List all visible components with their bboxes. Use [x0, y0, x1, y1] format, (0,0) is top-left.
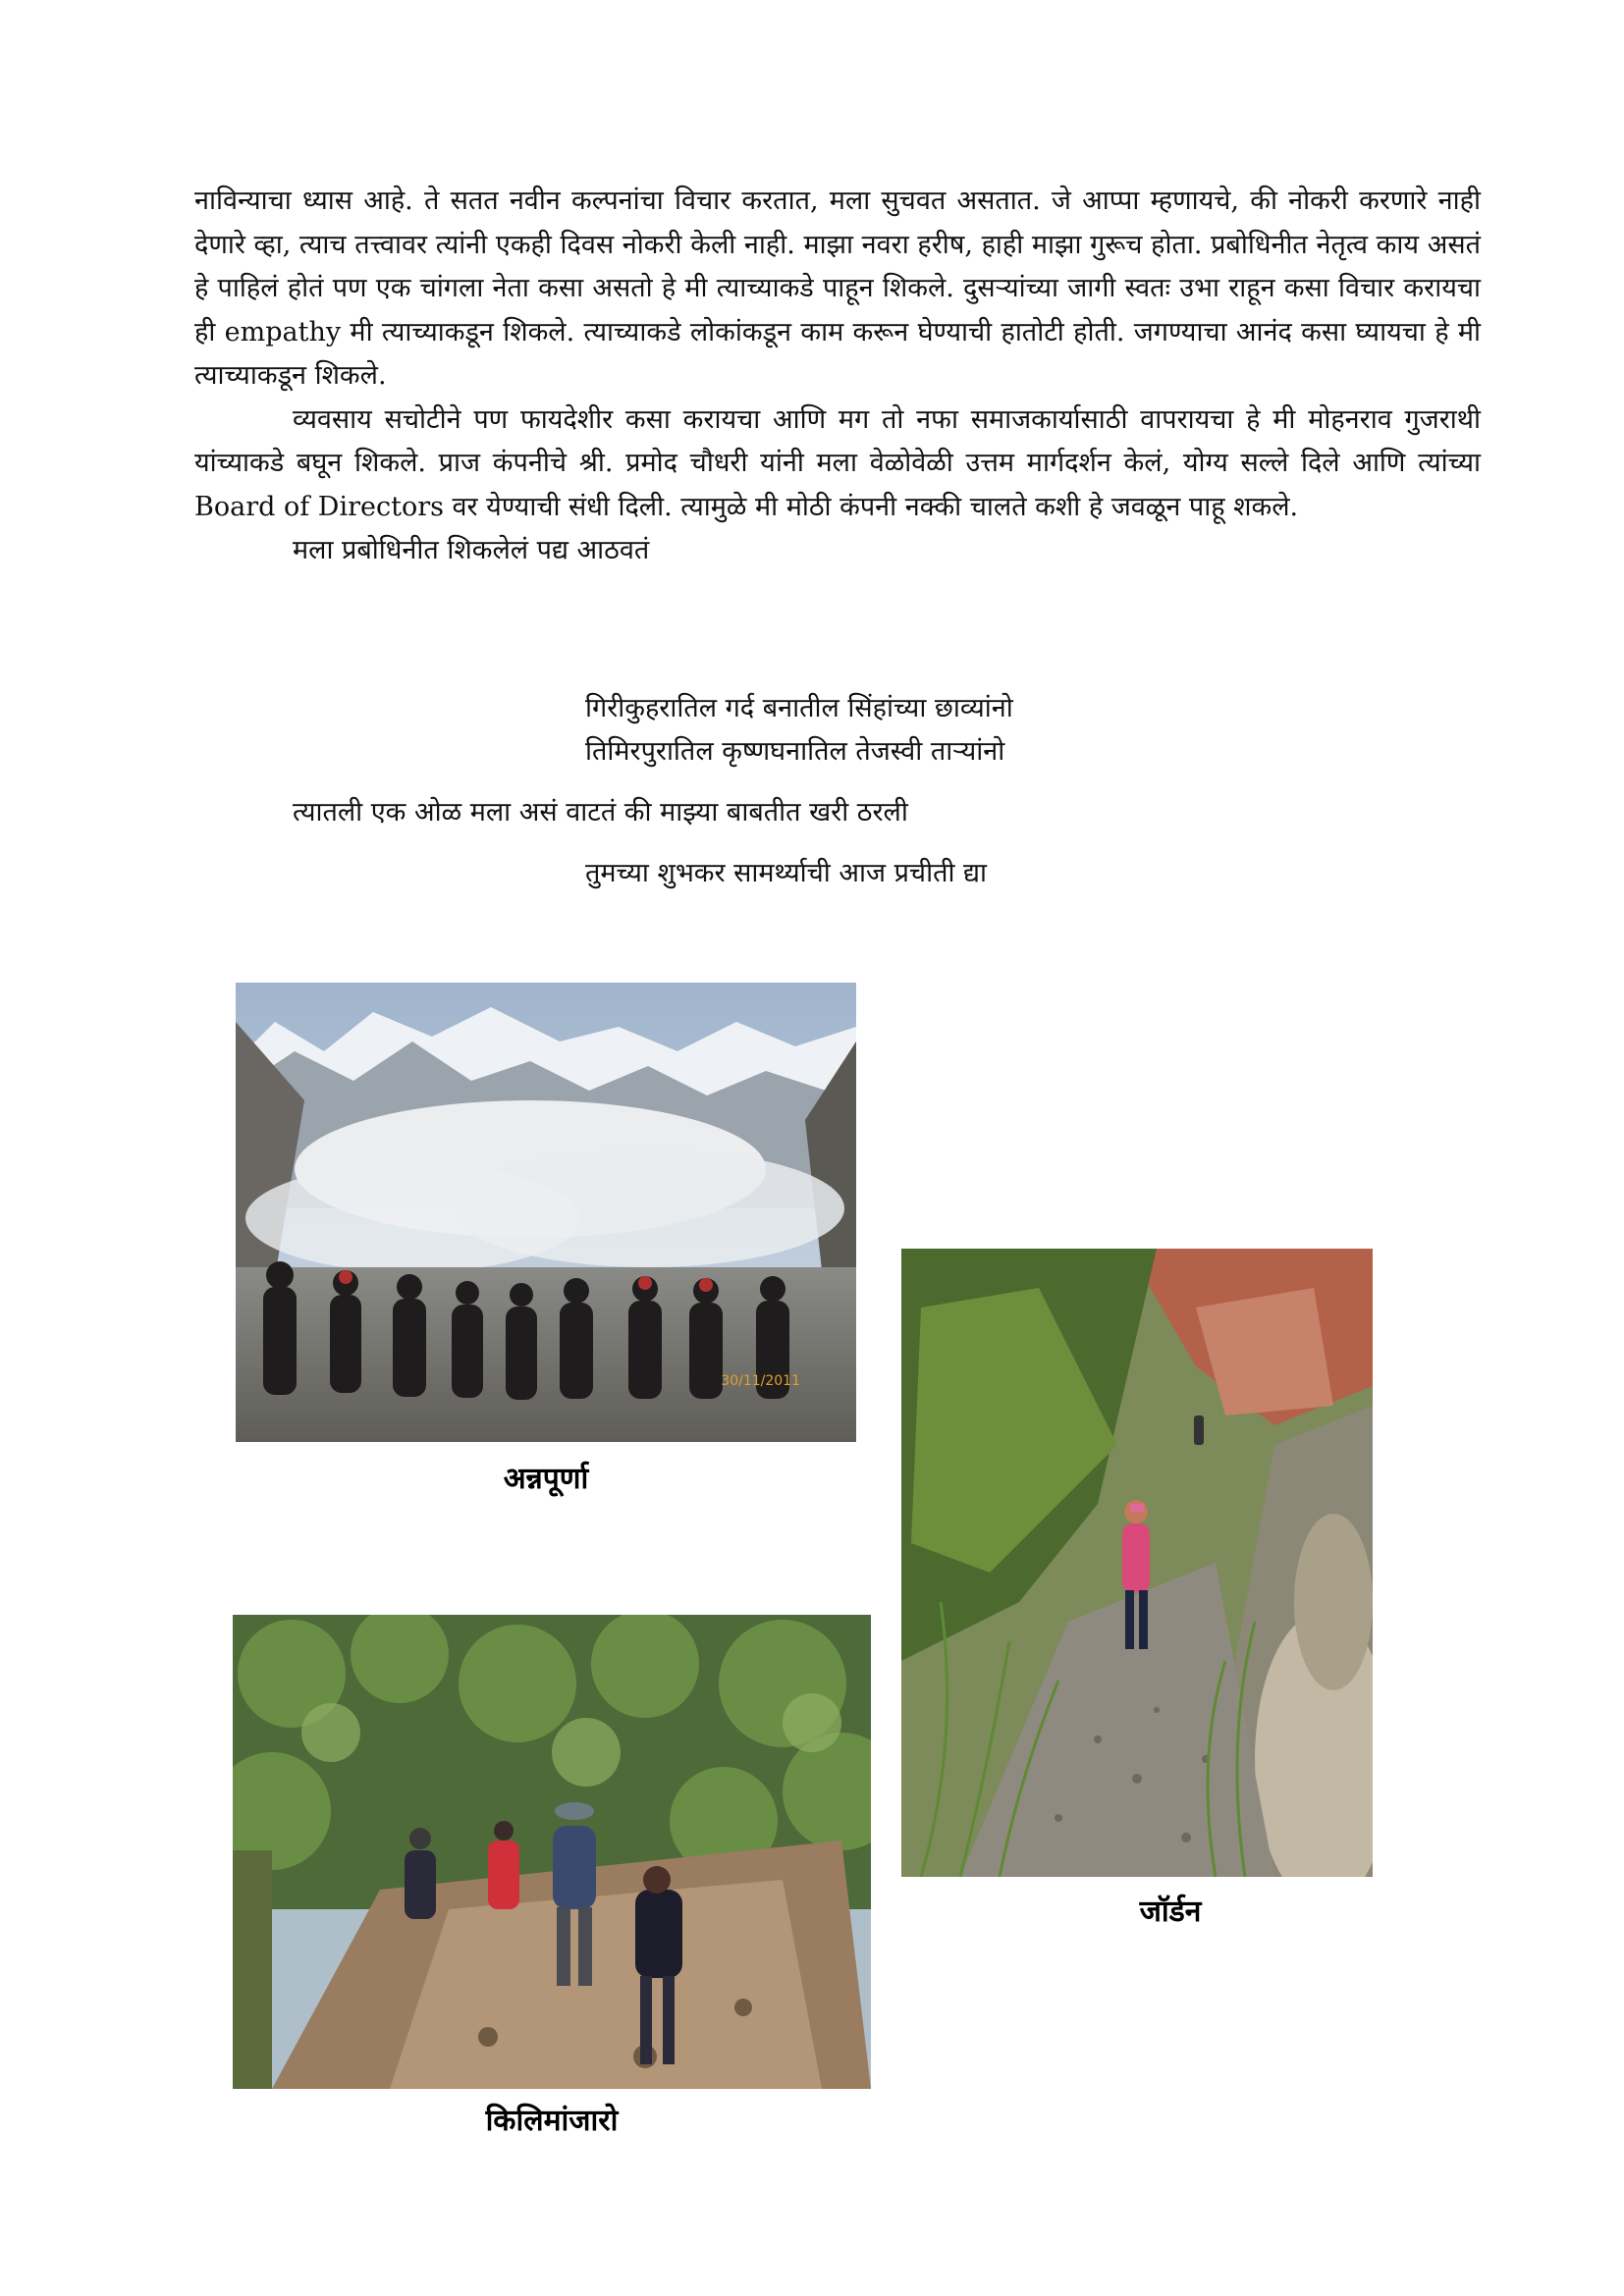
- jordan-photo: [901, 1249, 1373, 1877]
- paragraph-business: व्यवसाय सचोटीने पण फायदेशीर कसा करायचा आणि मग तो नफा समाजकार्यासाठी वापरायचा हे मी मोहनराव गुजराथी यांच्याकडे बघून शिकले. प्राज कंपनीचे श्री. प्रमोद चौधरी यांनी मला वेळोवेळी उत्तम मार्गदर्शन केलं, योग्य सल्ले दिले आणि त्यांच्या Board of Directors वर येण्याची संधी दिली. त्यामुळे मी मोठी कंपनी नक्की चालते कशी हे जवळून पाहू शकले.: [194, 403, 1481, 522]
- body-text: [194, 180, 1481, 573]
- photo-date-stamp: 30/11/2011: [721, 1373, 800, 1389]
- poem-line-1: गिरीकुहरातिल गर्द बनातील सिंहांच्या छाव्यांनो: [585, 693, 1013, 723]
- poem-intro-line: मला प्रबोधिनीत शिकलेलं पद्य आठवतं: [293, 535, 650, 565]
- poem-reflection: त्यातली एक ओळ मला असं वाटतं की माझ्या बाबतीत खरी ठरली: [293, 797, 908, 828]
- caption-kilimanjaro: किलिमांजारो: [485, 2104, 619, 2138]
- kilimanjaro-photo: [233, 1615, 871, 2089]
- poem-line-3: तुमच्या शुभकर सामर्थ्याची आज प्रचीती द्या: [585, 858, 988, 888]
- poem-line-2: तिमिरपुरातिल कृष्णघनातिल तेजस्वी ताऱ्यांनो: [585, 736, 1005, 767]
- annapurna-photo: [236, 983, 856, 1442]
- caption-jordan: जॉर्डन: [1139, 1895, 1202, 1929]
- caption-annapurna: अन्नपूर्णा: [503, 1462, 589, 1496]
- paragraph-mentors: नाविन्याचा ध्यास आहे. ते सतत नवीन कल्पनांचा विचार करतात, मला सुचवत असतात. जे आप्पा म्हणायचे, की नोकरी करणारे नाही देणारे व्हा, त्याच तत्त्वावर त्यांनी एकही दिवस नोकरी केली नाही. माझा नवरा हरीष, हाही माझा गुरूच होता. प्रबोधिनीत नेतृत्व काय असतं हे पाहिलं होतं पण एक चांगला नेता कसा असतो हे मी त्याच्याकडे पाहून शिकले. दुसऱ्यांच्या जागी स्वतः उभा राहून कसा विचार करायचा ही empathy मी त्याच्याकडून शिकले. त्याच्याकडे लोकांकडून काम करून घेण्याची हातोटी होती. जगण्याचा आनंद कसा घ्यायचा हे मी त्याच्याकडून शिकले.: [194, 186, 1481, 391]
